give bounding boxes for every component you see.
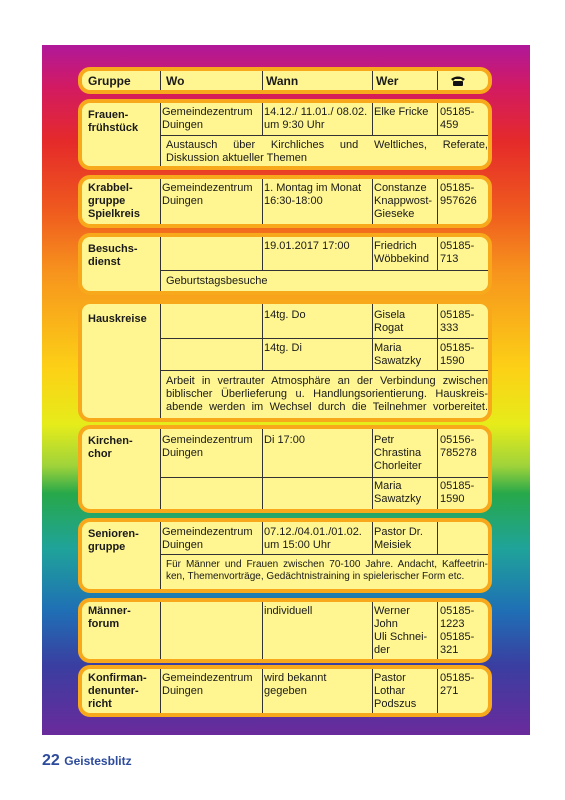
phone-2: 05185- 1590 [440, 342, 475, 367]
contact: Pastor Dr. Meisiek [374, 526, 423, 551]
location: Gemeindezentrum Duingen [162, 434, 253, 459]
group-name: Besuchs- dienst [88, 243, 138, 268]
group-frauenfruehstueck [78, 99, 492, 170]
group-konfirmandenunterricht [78, 665, 492, 717]
contact: Friedrich Wöbbekind [374, 240, 430, 265]
location: Gemeindezentrum Duingen [162, 672, 253, 697]
group-name: Konfirman- denunter- richt [88, 672, 147, 710]
time: individuell [264, 605, 313, 617]
header-wann: Wann [266, 74, 299, 88]
contact: Elke Fricke [374, 106, 429, 118]
phone: 05185- 271 [440, 672, 475, 697]
magazine-title: Geistesblitz [64, 754, 132, 768]
location: Gemeindezentrum Duingen [162, 106, 253, 131]
group-krabbelgruppe [78, 175, 492, 228]
contact-2: Maria Sawatzky [374, 480, 422, 505]
header-wer: Wer [376, 74, 399, 88]
phone: 05185- 713 [440, 240, 475, 265]
group-hauskreise [78, 300, 492, 422]
group-name: Krabbel- gruppe Spielkreis [88, 182, 140, 220]
contact-2: Maria Sawatzky [374, 342, 422, 367]
time: 19.01.2017 17:00 [264, 240, 350, 252]
time-2: 14tg. Di [264, 342, 302, 354]
description: Geburtstagsbesuche [166, 275, 268, 287]
contact: Gisela Rogat [374, 309, 406, 334]
group-maennerforum [78, 598, 492, 663]
phone: 05185- 333 [440, 309, 475, 334]
contact: Pastor Lothar Podszus [374, 672, 417, 710]
contact: Constanze Knappwost- Gieseke [374, 182, 433, 220]
description: Austausch über Kirchliches und Weltliches, Referate, [166, 139, 488, 151]
header-gruppe: Gruppe [88, 74, 131, 88]
phone: 05185- 459 [440, 106, 475, 131]
phone: 05156- 785278 [440, 434, 477, 459]
group-besuchsdienst [78, 233, 492, 295]
time: Di 17:00 [264, 434, 305, 446]
group-name: Hauskreise [88, 313, 147, 325]
phone: 05185- 1223 05185- 321 [440, 605, 475, 656]
location: Gemeindezentrum Duingen [162, 182, 253, 207]
time: 14tg. Do [264, 309, 306, 321]
group-name: Kirchen- chor [88, 435, 133, 460]
header-row [78, 67, 492, 94]
description: Arbeit in vertrauter Atmosphäre an der Verbindung zwischen biblischer Überlieferung u. Handlungsorientierung. Hauskreis- abende werden im Wechsel durch die Teilnehmer vorbereitet. [166, 375, 488, 413]
location: Gemeindezentrum Duingen [162, 526, 253, 551]
time: 07.12./04.01./01.02. um 15:00 Uhr [264, 526, 362, 551]
page-number: 22 [42, 752, 60, 769]
page-footer [42, 752, 132, 770]
phone: 05185- 957626 [440, 182, 477, 207]
phone-2: 05185- 1590 [440, 480, 475, 505]
time: wird bekannt gegeben [264, 672, 327, 697]
time: 14.12./ 11.01./ 08.02. um 9:30 Uhr [264, 106, 368, 131]
header-wo: Wo [166, 74, 185, 88]
group-name: Männer- forum [88, 605, 131, 630]
contact: Petr Chrastina Chorleiter [374, 434, 422, 472]
description: Für Männer und Frauen zwischen 70-100 Jahre. Andacht, Kaffeetrin- ken, Themenvorträge, Gedächtnistraining in spielerischer Form etc. [166, 559, 488, 582]
group-name: Senioren- gruppe [88, 528, 139, 553]
group-name: Frauen- frühstück [88, 109, 139, 134]
group-kirchenchor [78, 425, 492, 513]
group-seniorengruppe [78, 518, 492, 593]
time: 1. Montag im Monat 16:30-18:00 [264, 182, 362, 207]
contact: Werner John Uli Schnei- der [374, 605, 428, 656]
telephone-icon [450, 75, 466, 87]
description-2: Diskussion aktueller Themen [166, 152, 308, 164]
